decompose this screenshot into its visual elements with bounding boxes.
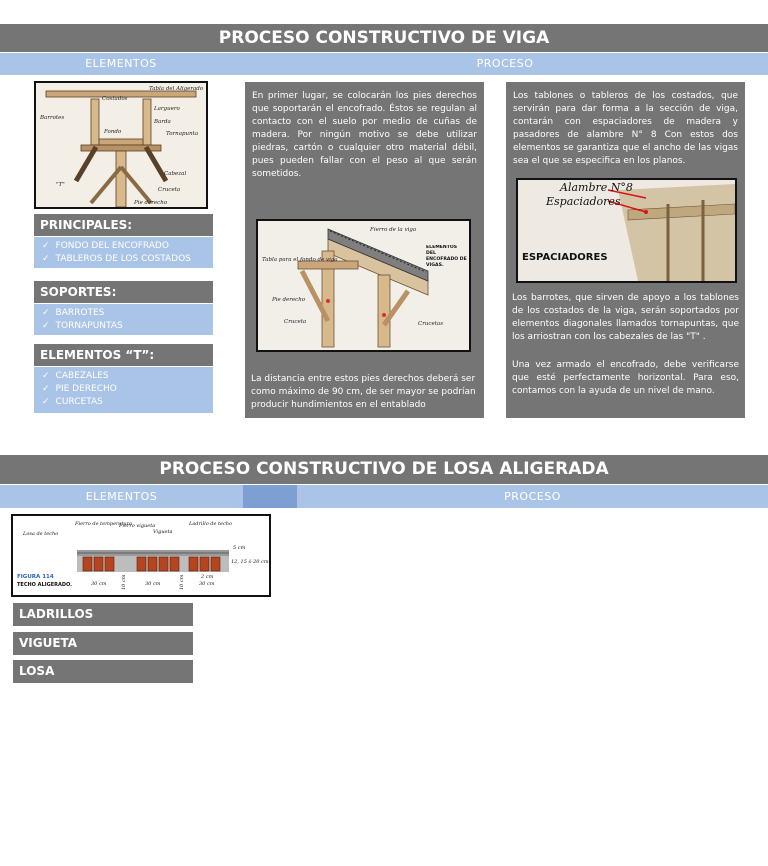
aligerado-figure xyxy=(11,514,271,597)
beam-supports-figure xyxy=(256,219,471,352)
principales-heading: PRINCIPALES: xyxy=(34,214,213,236)
elementos-t-list xyxy=(34,367,213,413)
soportes-heading: SOPORTES: xyxy=(34,281,213,303)
soportes-list xyxy=(34,304,213,335)
beam-formwork-diagram xyxy=(34,81,208,209)
figure-label: Ladrillo de techo xyxy=(189,521,233,527)
figure-label: Espaciadores xyxy=(546,195,621,208)
figure-label: Crucetas xyxy=(418,321,444,327)
losa-title: PROCESO CONSTRUCTIVO DE LOSA ALIGERADA xyxy=(159,459,609,479)
viga-column-header-bar xyxy=(0,53,768,75)
figure-label: Tabla para el fondo de viga xyxy=(262,257,338,263)
diagram-label: Pie derecho xyxy=(134,200,168,206)
figure-label: Cruceta xyxy=(284,319,307,325)
spacers-figure xyxy=(516,178,737,283)
beam-formwork-drawing xyxy=(36,83,206,207)
diagram-label: Tabla del Aligerado xyxy=(149,86,204,92)
viga-col-elementos: ELEMENTOS xyxy=(85,57,157,70)
list-item: ✓ TABLEROS DE LOS COSTADOS xyxy=(42,253,213,266)
figure-caption: TECHO ALIGERADO. xyxy=(17,582,73,588)
list-item: ✓ TORNAPUNTAS xyxy=(42,320,213,333)
figure-label: Losa de techo xyxy=(23,531,59,537)
paragraph-pies-derechos: En primer lugar, se colocarán los pies derechos que soportarán el encofrado. Éstos se regulan al contacto con el suelo por medio de cuñas de madera. Por ningún motivo se debe utilizar piedras, cartón o cualquier otro material débil, pues pueden fallar con el peso al que serán sometidos. xyxy=(252,91,477,179)
paragraph-distancia: La distancia entre estos pies derechos deberá ser como máximo de 90 cm, de ser mayor se podrían producir hundimientos en el entablado xyxy=(251,374,476,410)
figure-label: Pie derecho xyxy=(272,297,306,303)
diagram-label: Fondo xyxy=(104,129,122,135)
losa-column-header-bar xyxy=(0,485,768,508)
label-vigueta: VIGUETA xyxy=(13,632,193,655)
figure-label: Fierro de la viga xyxy=(370,227,417,233)
figure-label: 10 cm xyxy=(121,574,127,590)
figure-label: Alambre N°8 xyxy=(560,181,633,194)
figure-label: 12, 15 ó 20 cm xyxy=(231,559,269,565)
list-item: ✓ BARROTES xyxy=(42,307,213,320)
list-item: ✓ FONDO DEL ENCOFRADO xyxy=(42,240,213,253)
diagram-label: Larguero xyxy=(154,106,180,112)
principales-list xyxy=(34,237,213,268)
diagram-label: Barda xyxy=(154,119,171,125)
figure-label: 30 cm xyxy=(91,581,107,587)
diagram-label: Cabezal xyxy=(164,171,187,177)
label-ladrillos: LADRILLOS xyxy=(13,603,193,626)
figure-label: 5 cm xyxy=(233,545,246,551)
list-item: ✓ CABEZALES xyxy=(42,370,213,383)
losa-col-proceso: PROCESO xyxy=(504,490,561,503)
figure-label: 10 cm xyxy=(179,574,185,590)
spacers-drawing xyxy=(518,180,735,281)
diagram-label: Barrotes xyxy=(40,115,65,121)
figure-label: 30 cm xyxy=(145,581,161,587)
losa-col-elementos: ELEMENTOS xyxy=(85,490,158,503)
paragraph-nivel: Una vez armado el encofrado, debe verificarse que esté perfectamente horizontal. Para eso, contamos con la ayuda de un nivel de mano. xyxy=(512,360,739,396)
figure-label: Vigueta xyxy=(153,529,173,535)
figure-caption: ELEMENTOS DEL ENCOFRADO DE VIGAS. xyxy=(426,245,467,268)
figure-label: Fierro de temperatura xyxy=(75,521,132,527)
label-losa: LOSA xyxy=(13,660,193,683)
aligerado-drawing xyxy=(13,516,269,595)
beam-supports-drawing xyxy=(258,221,469,350)
figure-caption: ESPACIADORES xyxy=(522,252,608,263)
elementos-t-heading: ELEMENTOS “T”: xyxy=(34,344,213,366)
viga-title: PROCESO CONSTRUCTIVO DE VIGA xyxy=(218,28,550,48)
diagram-label: Cruceta xyxy=(158,187,181,193)
diagram-label: Tornapunta xyxy=(166,131,199,137)
figure-label: 30 cm xyxy=(199,581,215,587)
list-item: ✓ CURCETAS xyxy=(42,396,213,409)
list-item: ✓ PIE DERECHO xyxy=(42,383,213,396)
paragraph-tablones: Los tablones o tableros de los costados, que servirán para dar forma a la sección de viga, contarán con espaciadores de madera y pasadores de alambre N° 8 Con estos dos elementos se garantiza que el ancho de las vigas sea el que se especifica en los planos. xyxy=(513,91,738,166)
diagram-label: Costados xyxy=(102,96,128,102)
viga-col-proceso: PROCESO xyxy=(476,57,534,70)
losa-title-bar xyxy=(0,455,768,484)
viga-title-bar xyxy=(0,24,768,52)
paragraph-barrotes: Los barrotes, que sirven de apoyo a los tablones de los costados de la viga, serán soportados por elementos diagonales llamados tornapuntas, que los arriostran con los cabezales de las "T" . xyxy=(512,293,739,342)
diagram-label: "T" xyxy=(56,182,65,188)
losa-col-divider-block xyxy=(243,485,297,508)
figure-number: FIGURA 114 xyxy=(17,574,54,580)
figure-label: Fierro vigueta xyxy=(119,523,156,529)
figure-label: 2 cm xyxy=(201,574,214,580)
